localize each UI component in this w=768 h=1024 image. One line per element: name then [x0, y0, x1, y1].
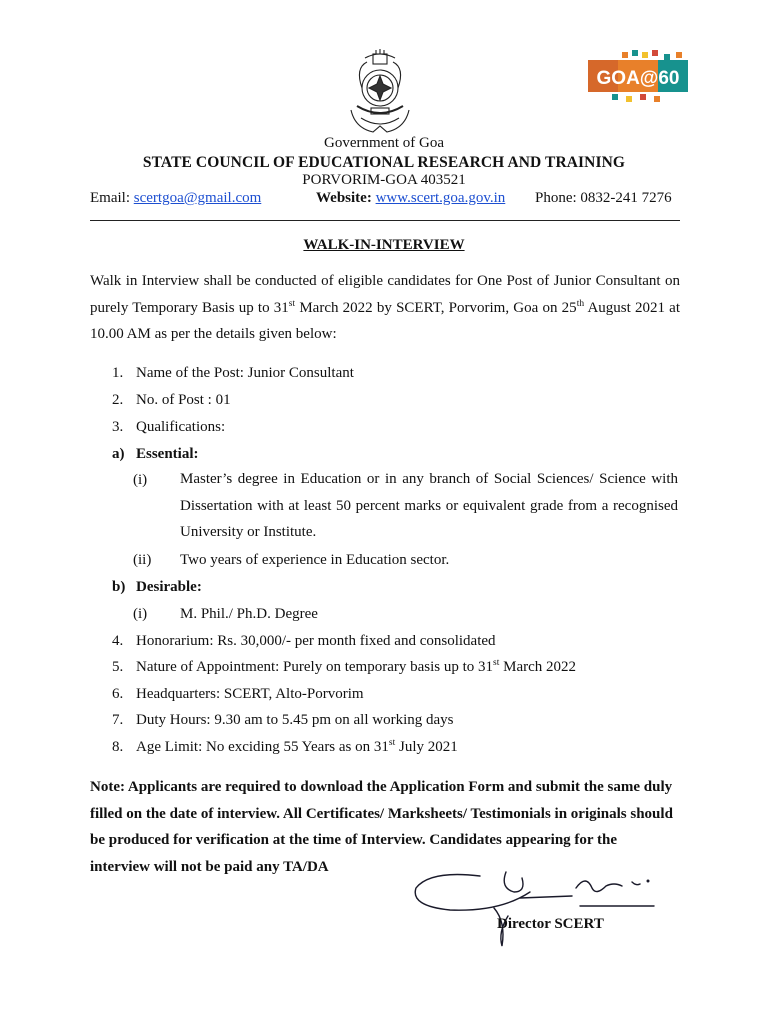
website-label: Website: — [316, 190, 372, 206]
item-text: Duty Hours: 9.30 am to 5.45 pm on all working days — [136, 712, 454, 728]
item-number: 3. — [112, 419, 124, 435]
intro-sup-2: th — [576, 298, 585, 309]
item-number: 7. — [112, 712, 124, 728]
item-text-tail: March 2022 — [499, 659, 577, 675]
signatory-designation: Director SCERT — [497, 916, 604, 932]
intro-paragraph — [90, 268, 680, 348]
website-block — [316, 190, 505, 207]
item-number: 6. — [112, 686, 124, 702]
intro-text-1: Walk in Interview shall be conducted of eligible candidates for One Post of Junior Consultant on purely Temporary Basis up to 31 — [90, 273, 680, 316]
goa-at-60-logo — [582, 50, 694, 104]
item-text-tail: July 2021 — [395, 739, 458, 755]
item-text: Name of the Post: Junior Consultant — [136, 365, 354, 381]
website-link[interactable]: www.scert.goa.gov.in — [375, 190, 506, 206]
council-name: STATE COUNCIL OF EDUCATIONAL RESEARCH AND TRAINING — [142, 154, 626, 171]
item-sup: st — [388, 738, 396, 748]
essential-item-i-text: Master’s degree in Education or in any branch of Social Sciences/ Science with Dissertation with at least 50 percent marks or equivalent grade from a recognised University or Institute. — [180, 471, 678, 541]
roman-numeral: (i) — [133, 472, 148, 488]
intro-sup-1: st — [288, 298, 296, 309]
item-text: Headquarters: SCERT, Alto-Porvorim — [136, 686, 364, 702]
goa60-logo-text: GOA@60 — [596, 68, 680, 89]
goa-state-emblem — [345, 48, 415, 140]
item-number: 4. — [112, 633, 124, 649]
item-text — [136, 659, 576, 676]
essential-item-ii-text: Two years of experience in Education sector. — [180, 552, 450, 568]
header-divider — [90, 220, 680, 221]
desirable-item-i-text: M. Phil./ Ph.D. Degree — [180, 606, 318, 622]
phone-number: Phone: 0832-241 7276 — [535, 190, 672, 206]
intro-text-3: August 2021 at 10.00 AM as per the details given below: — [90, 299, 681, 343]
email-label: Email: — [90, 190, 130, 206]
item-sup: st — [493, 658, 500, 668]
essential-title: Essential: — [136, 446, 199, 462]
intro-text-2: March 2022 by SCERT, Porvorim, Goa on 25 — [295, 299, 577, 316]
essential-label: a) — [112, 446, 125, 462]
email-block — [90, 190, 261, 207]
item-text — [136, 739, 458, 756]
item-text: Honorarium: Rs. 30,000/- per month fixed and consolidated — [136, 633, 496, 649]
roman-numeral: (ii) — [133, 552, 152, 568]
email-link[interactable]: scertgoa@gmail.com — [133, 190, 262, 206]
desirable-title: Desirable: — [136, 579, 202, 595]
government-name: Government of Goa — [324, 135, 444, 151]
item-number: 1. — [112, 365, 124, 381]
item-text-main: Nature of Appointment: Purely on temporary basis up to 31 — [136, 659, 494, 675]
item-number: 2. — [112, 392, 124, 408]
note-paragraph: Note: Applicants are required to download the Application Form and submit the same duly filled on the date of interview. All Certificates/ Marksheets/ Testimonials in originals should be produced for verification at the time of Interview. Candidates appearing for the interview will not be paid any TA/DA — [90, 779, 673, 876]
item-text: Qualifications: — [136, 419, 226, 435]
item-text-main: Age Limit: No exciding 55 Years as on 31 — [136, 739, 389, 755]
council-address: PORVORIM-GOA 403521 — [302, 172, 466, 188]
item-number: 5. — [112, 659, 124, 675]
item-text: No. of Post : 01 — [136, 392, 231, 408]
handwritten-signature — [410, 862, 668, 952]
document-title: WALK-IN-INTERVIEW — [303, 237, 465, 253]
roman-numeral: (i) — [133, 606, 148, 622]
item-number: 8. — [112, 739, 124, 755]
desirable-label: b) — [112, 579, 126, 595]
